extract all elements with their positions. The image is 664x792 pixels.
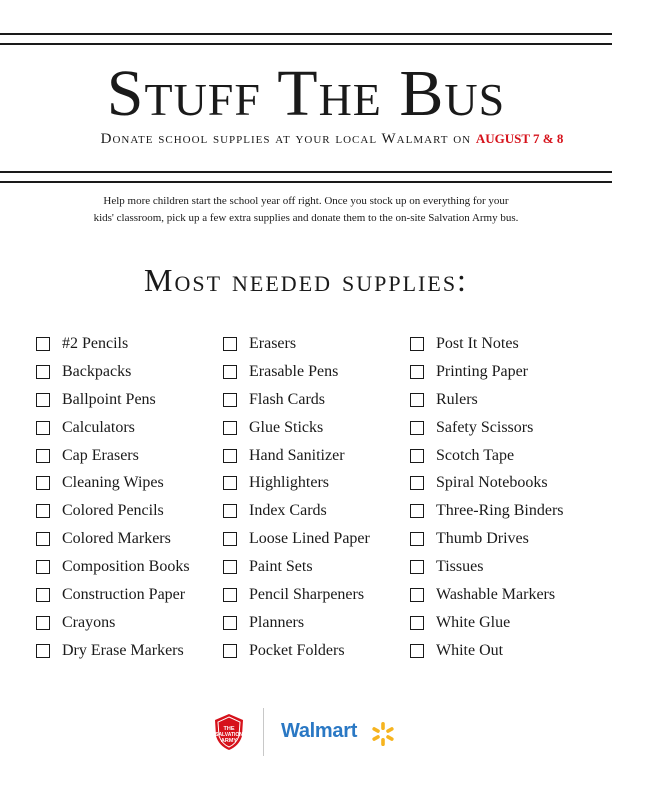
supply-label: Colored Pencils bbox=[62, 502, 164, 520]
supply-item bbox=[36, 581, 190, 609]
supply-label: Three-Ring Binders bbox=[436, 502, 564, 520]
mid-rule-2 bbox=[0, 181, 612, 183]
supply-label: Erasers bbox=[249, 334, 297, 352]
supply-item bbox=[223, 386, 370, 414]
supplies-column-1 bbox=[36, 330, 190, 665]
checkbox[interactable] bbox=[36, 476, 50, 490]
supply-item bbox=[410, 358, 564, 386]
supply-item bbox=[410, 330, 564, 358]
walmart-logo-text: Walmart bbox=[281, 720, 358, 742]
supply-label: Pocket Folders bbox=[249, 641, 345, 659]
top-rule-2 bbox=[0, 43, 612, 45]
checkbox[interactable] bbox=[223, 365, 237, 379]
supply-label: Tissues bbox=[436, 558, 484, 576]
checkbox[interactable] bbox=[410, 644, 424, 658]
supply-label: Cleaning Wipes bbox=[62, 474, 164, 492]
supply-label: Thumb Drives bbox=[436, 530, 529, 548]
checkbox[interactable] bbox=[223, 588, 237, 602]
intro-line-1: Help more children start the school year off right. Once you stock up on everything for your bbox=[103, 195, 509, 207]
supply-item bbox=[410, 553, 564, 581]
checkbox[interactable] bbox=[410, 504, 424, 518]
checkbox[interactable] bbox=[36, 421, 50, 435]
checkbox[interactable] bbox=[410, 476, 424, 490]
supply-item bbox=[410, 497, 564, 525]
supply-item bbox=[223, 469, 370, 497]
supply-label: Scotch Tape bbox=[436, 446, 515, 464]
supply-item bbox=[36, 442, 190, 470]
supply-item bbox=[36, 637, 190, 665]
supply-item bbox=[36, 469, 190, 497]
event-date: AUGUST 7 & 8 bbox=[475, 131, 564, 146]
supply-item bbox=[36, 414, 190, 442]
checkbox[interactable] bbox=[36, 504, 50, 518]
checkbox[interactable] bbox=[223, 644, 237, 658]
checkbox[interactable] bbox=[36, 449, 50, 463]
sponsor-logos bbox=[205, 708, 405, 758]
supply-label: Paint Sets bbox=[249, 558, 313, 576]
supply-item bbox=[223, 330, 370, 358]
supply-item bbox=[223, 581, 370, 609]
supply-label: Hand Sanitizer bbox=[249, 446, 345, 464]
supply-label: Loose Lined Paper bbox=[249, 530, 370, 548]
checkbox[interactable] bbox=[410, 560, 424, 574]
supply-item bbox=[223, 358, 370, 386]
checkbox[interactable] bbox=[223, 560, 237, 574]
supply-label: Crayons bbox=[62, 613, 116, 631]
checkbox[interactable] bbox=[36, 588, 50, 602]
svg-text:SALVATION: SALVATION bbox=[215, 732, 243, 738]
page-title: Stuff The Bus bbox=[106, 57, 506, 130]
checkbox[interactable] bbox=[410, 449, 424, 463]
supply-label: Colored Markers bbox=[62, 530, 171, 548]
supplies-column-2 bbox=[223, 330, 370, 665]
walmart-spark-icon bbox=[369, 720, 397, 748]
top-rule-1 bbox=[0, 33, 612, 35]
checkbox[interactable] bbox=[36, 560, 50, 574]
supply-label: Rulers bbox=[436, 390, 478, 408]
checkbox[interactable] bbox=[36, 532, 50, 546]
checkbox[interactable] bbox=[223, 337, 237, 351]
supply-item bbox=[410, 386, 564, 414]
supply-label: Post It Notes bbox=[436, 334, 519, 352]
supply-label: Pencil Sharpeners bbox=[249, 585, 365, 603]
intro-line-2: kids' classroom, pick up a few extra supplies and donate them to the on-site Salvation Army bus. bbox=[93, 212, 519, 224]
checkbox[interactable] bbox=[410, 616, 424, 630]
intro-text bbox=[0, 193, 612, 227]
logo-divider bbox=[263, 708, 264, 756]
checkbox[interactable] bbox=[223, 449, 237, 463]
supply-item bbox=[223, 637, 370, 665]
supply-item bbox=[36, 609, 190, 637]
svg-text:ARMY: ARMY bbox=[220, 738, 238, 744]
supply-label: Backpacks bbox=[62, 362, 132, 380]
supply-label: Cap Erasers bbox=[62, 446, 139, 464]
supply-label: Calculators bbox=[62, 418, 135, 436]
supply-item bbox=[36, 497, 190, 525]
supply-item bbox=[36, 330, 190, 358]
checkbox[interactable] bbox=[223, 421, 237, 435]
checkbox[interactable] bbox=[223, 532, 237, 546]
supply-label: Washable Markers bbox=[436, 585, 556, 603]
checkbox[interactable] bbox=[36, 393, 50, 407]
supply-item bbox=[223, 414, 370, 442]
checkbox[interactable] bbox=[410, 393, 424, 407]
supply-item bbox=[410, 414, 564, 442]
supply-item bbox=[223, 553, 370, 581]
checkbox[interactable] bbox=[410, 532, 424, 546]
supply-item bbox=[223, 497, 370, 525]
supply-label: #2 Pencils bbox=[62, 334, 129, 352]
supply-label: Erasable Pens bbox=[249, 362, 339, 380]
supply-item bbox=[36, 358, 190, 386]
supply-item bbox=[223, 525, 370, 553]
supply-item bbox=[223, 609, 370, 637]
checkbox[interactable] bbox=[223, 504, 237, 518]
supply-item bbox=[410, 637, 564, 665]
subtitle-text: Donate school supplies at your local Walmart on bbox=[100, 131, 476, 147]
checkbox[interactable] bbox=[36, 337, 50, 351]
supply-item bbox=[36, 386, 190, 414]
supply-label: White Glue bbox=[436, 613, 511, 631]
checkbox[interactable] bbox=[223, 393, 237, 407]
supply-label: Spiral Notebooks bbox=[436, 474, 548, 492]
checkbox[interactable] bbox=[410, 365, 424, 379]
checkbox[interactable] bbox=[223, 616, 237, 630]
checkbox[interactable] bbox=[36, 616, 50, 630]
checkbox[interactable] bbox=[36, 644, 50, 658]
mid-rule-1 bbox=[0, 171, 612, 173]
checkbox[interactable] bbox=[410, 588, 424, 602]
supply-item bbox=[410, 581, 564, 609]
supply-item bbox=[223, 442, 370, 470]
supply-item bbox=[410, 442, 564, 470]
subtitle bbox=[0, 131, 664, 148]
supply-label: Highlighters bbox=[249, 474, 329, 492]
supply-item bbox=[36, 525, 190, 553]
supply-label: White Out bbox=[436, 641, 504, 659]
supply-label: Construction Paper bbox=[62, 585, 186, 603]
supply-label: Composition Books bbox=[62, 558, 190, 576]
supply-label: Planners bbox=[249, 613, 305, 631]
supplies-heading: Most needed supplies: bbox=[144, 262, 468, 298]
supply-label: Dry Erase Markers bbox=[62, 641, 184, 659]
supply-label: Flash Cards bbox=[249, 390, 325, 408]
svg-text:THE: THE bbox=[223, 726, 235, 732]
salvation-army-shield-icon bbox=[209, 712, 249, 752]
supply-label: Ballpoint Pens bbox=[62, 390, 156, 408]
supply-item bbox=[36, 553, 190, 581]
supplies-column-3 bbox=[410, 330, 564, 665]
checkbox[interactable] bbox=[223, 476, 237, 490]
checkbox[interactable] bbox=[410, 337, 424, 351]
supply-item bbox=[410, 525, 564, 553]
supply-label: Glue Sticks bbox=[249, 418, 324, 436]
supply-item bbox=[410, 609, 564, 637]
checkbox[interactable] bbox=[36, 365, 50, 379]
supply-label: Safety Scissors bbox=[436, 418, 534, 436]
supply-label: Index Cards bbox=[249, 502, 327, 520]
supply-item bbox=[410, 469, 564, 497]
checkbox[interactable] bbox=[410, 421, 424, 435]
supply-label: Printing Paper bbox=[436, 362, 528, 380]
